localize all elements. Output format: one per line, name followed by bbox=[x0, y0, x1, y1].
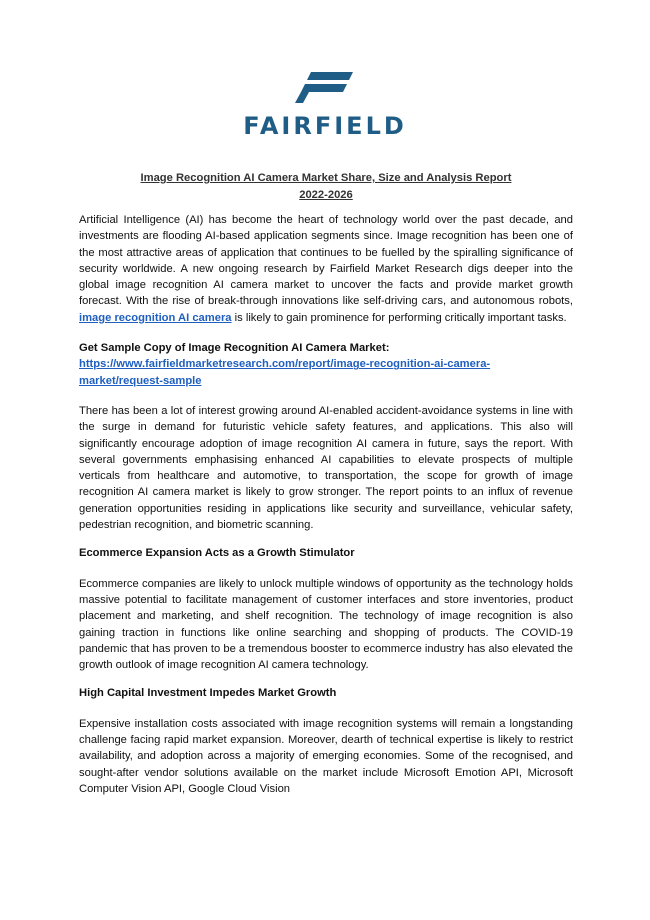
image-recognition-link[interactable]: image recognition AI camera bbox=[79, 311, 232, 324]
capital-heading: High Capital Investment Impedes Market Growth bbox=[79, 687, 337, 700]
fairfield-wing-icon bbox=[295, 70, 355, 104]
ai-safety-paragraph: There has been a lot of interest growing around AI-enabled accident-avoidance systems in line with the surge in demand for futuristic vehicle safety features, and applications. This also will significantly encourage adoption of image recognition AI camera in future, says the report. With several governments emphasising enhanced AI capabilities to elevate prospects of multiple verticals from healthcare and automotive, to transportation, the scope for growth of image recognition AI camera market is likely to grow stronger. The report points to an influx of revenue generation opportunities residing in applications like security and surveillance, vehicular safety, pedestrian recognition, and biometric scanning. bbox=[79, 404, 573, 532]
intro-text-1: Artificial Intelligence (AI) has become the heart of technology world over the past decade, and investments are flooding AI-based application segments since. Image recognition has been one of the most attractive areas of application that continues to be fuelled by the spiralling significance of security worldwide. A new ongoing research by Fairfield Market Research digs deeper into the global image recognition AI camera market to uncover the facts and provide market growth forecast. With the rise of break-through innovations like self-driving cars, and autonomous robots, bbox=[79, 214, 573, 308]
sample-url-paragraph bbox=[79, 356, 573, 389]
ecommerce-paragraph: Ecommerce companies are likely to unlock multiple windows of opportunity as the technology holds massive potential to facilitate management of customer interfaces and store inventories, product placement and marketing, and shelf recognition. The technology of image recognition is also gaining traction in functions like online searching and shopping of products. The COVID-19 pandemic that has proven to be a tremendous booster to ecommerce industry has also elevated the growth outlook of image recognition AI camera technology. bbox=[79, 577, 573, 672]
title-line-1: Image Recognition AI Camera Market Share, Size and Analysis Report bbox=[140, 172, 512, 184]
intro-paragraph bbox=[79, 212, 573, 326]
intro-text-2: is likely to gain prominence for performing critically important tasks. bbox=[231, 311, 567, 324]
document-body bbox=[79, 170, 573, 797]
sample-url-link[interactable]: https://www.fairfieldmarketresearch.com/report/image-recognition-ai-camera-market/request-sample bbox=[79, 358, 491, 387]
brand-name: FAIRFIELD bbox=[243, 112, 407, 140]
ecommerce-heading: Ecommerce Expansion Acts as a Growth Stimulator bbox=[79, 547, 355, 560]
sample-heading: Get Sample Copy of Image Recognition AI Camera Market: bbox=[79, 342, 390, 355]
document-title bbox=[79, 170, 573, 204]
title-line-2: 2022-2026 bbox=[299, 189, 353, 201]
capital-paragraph: Expensive installation costs associated with image recognition systems will remain a longstanding challenge facing rapid market expansion. Moreover, dearth of technical expertise is likely to restrict availability, and adoption across a majority of emerging economies. Some of the recognised, and sought-after vendor solutions available on the market include Microsoft Emotion API, Microsoft Computer Vision API, Google Cloud Vision bbox=[79, 717, 573, 795]
brand-logo bbox=[0, 70, 650, 140]
